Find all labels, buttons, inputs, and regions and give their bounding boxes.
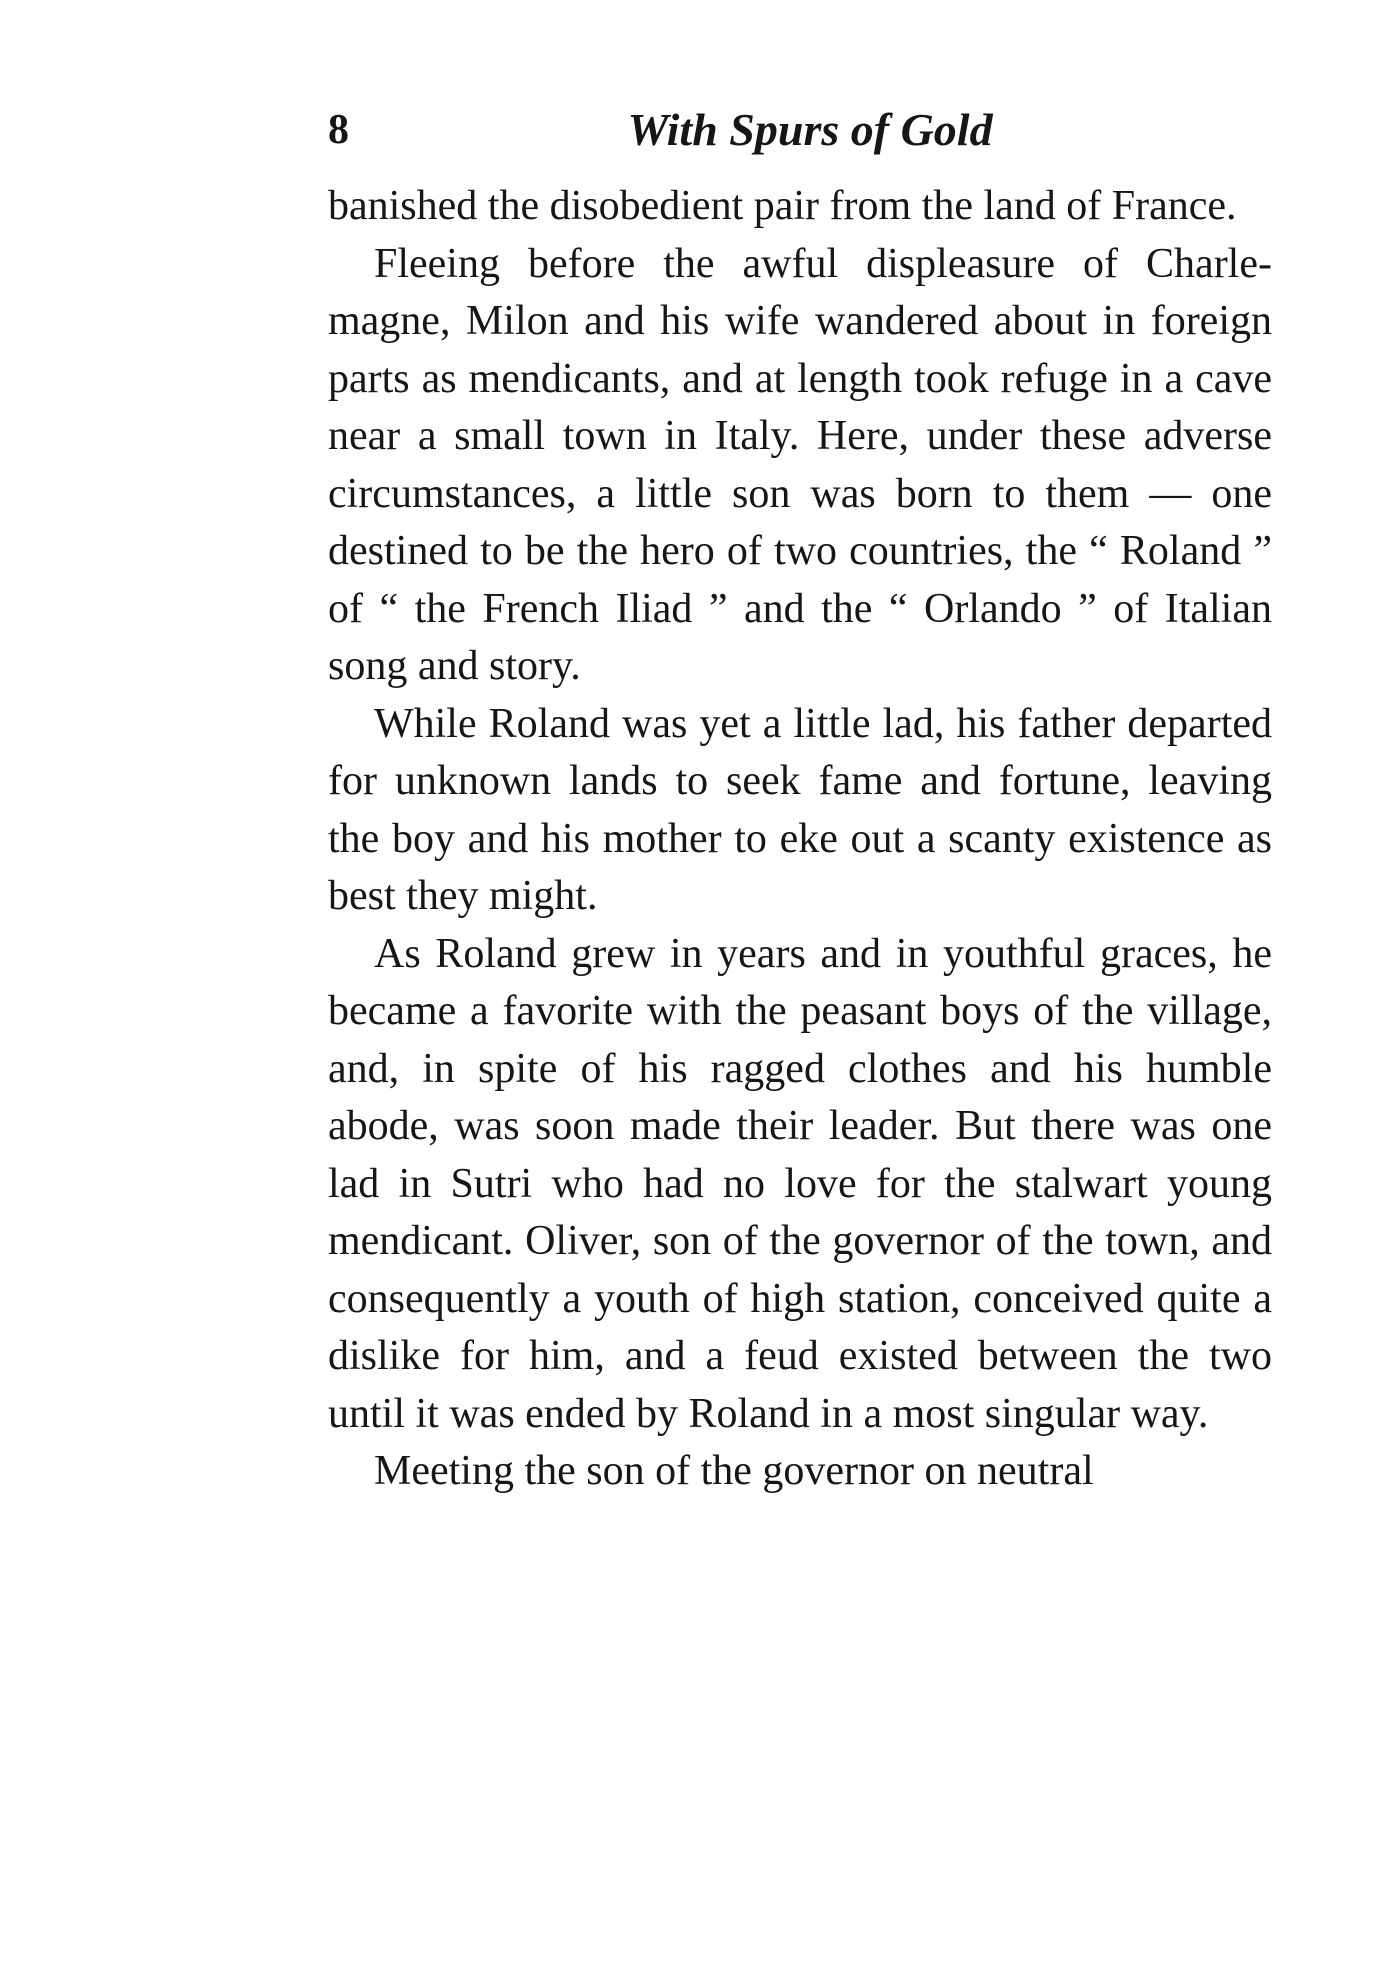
paragraph: Fleeing before the awful displeasure of Charlemagne, Milon and his wife wandered about in foreign parts as mendicants, and at length took refuge in a cave near a small town in Italy. Here, under these adverse circumstances, a little son was born to them — one destined to be the hero of two countries, the “ Roland ” of “ the French Iliad ” and the “ Orlando ” of Italian song and story. xyxy=(328,240,1272,689)
running-title: With Spurs of Gold xyxy=(627,104,993,155)
body-text xyxy=(328,178,1272,1501)
page-number: 8 xyxy=(328,107,349,153)
page-header xyxy=(328,100,1272,160)
book-page xyxy=(328,100,1272,1501)
paragraph: While Roland was yet a little lad, his father departed for unknown lands to seek fame and fortune, leaving the boy and his mother to eke out a scanty existence as best they might. xyxy=(328,700,1272,919)
paragraph: As Roland grew in years and in youthful graces, he became a favorite with the peasant boys of the village, and, in spite of his ragged clothes and his humble abode, was soon made their leader. But there was one lad in Sutri who had no love for the stalwart young mendicant. Oliver, son of the governor of the town, and consequently a youth of high station, conceived quite a dislike for him, and a feud existed between the two until it was ended by Roland in a most singular way. xyxy=(328,930,1272,1437)
paragraph-last: Meeting the son of the governor on neutral xyxy=(374,1448,1094,1494)
paragraph-continued: banished the disobedient pair from the land of France. xyxy=(328,183,1237,229)
